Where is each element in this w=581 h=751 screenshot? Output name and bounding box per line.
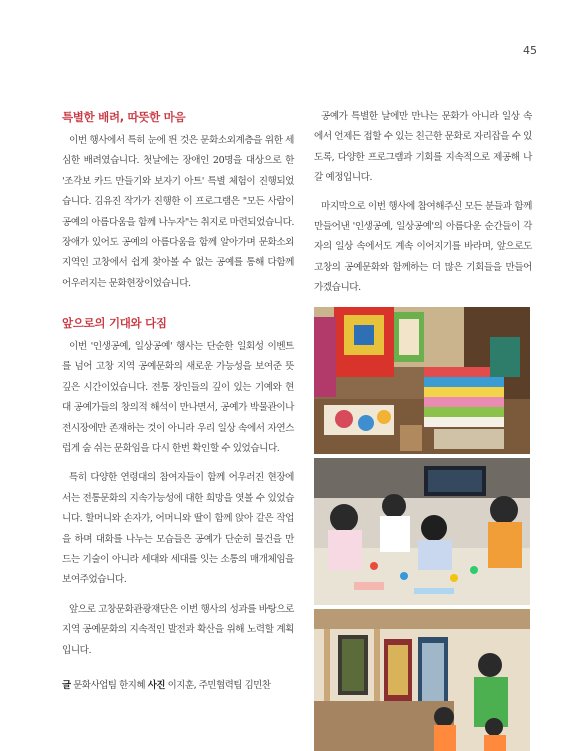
page-number: 45 (523, 44, 537, 57)
bojagi-exhibition-photo (314, 609, 530, 751)
credit-writer: 문화사업팀 한지혜 (73, 680, 146, 691)
right-column (314, 107, 532, 299)
credit-writer-label: 글 (62, 680, 71, 691)
section-special-care (62, 109, 294, 294)
workshop-participants-photo (314, 458, 530, 605)
section-heading: 앞으로의 기대와 다짐 (62, 316, 167, 330)
body-paragraph: 마지막으로 이번 행사에 참여해주신 모든 분들과 함께 만들어낸 '인생공예, 일상공예'의 아름다운 순간들이 각자의 일상 속에서도 계속 이어지기를 바라며, 앞으로도 고창의 공예문화와 함께하는 더 많은 기회들을 만들어가겠습니다. (314, 200, 532, 294)
credit-photographers: 이지훈, 주민협력팀 김민찬 (167, 680, 271, 691)
body-paragraph: 이번 '인생공예, 일상공예' 행사는 단순한 일회성 이벤트를 넘어 고창 지역 공예문화의 새로운 가능성을 보여준 뜻깊은 시간이었습니다. 전통 장인들의 깊이 있는 기예와 현대 공예가들의 창의적 해석이 만나면서, 공예가 박물관이나 전시장에만 존재하는 것이 아니라 우리 일상 속에서 자연스럽게 숨 쉬는 문화임을 다시 한번 확인할 수 있었습니다. (62, 341, 294, 455)
body-paragraph: 앞으로 고창문화관광재단은 이번 행사의 성과를 바탕으로 지역 공예문화의 지속적인 발전과 확산을 위해 노력할 계획입니다. (62, 603, 294, 656)
craft-display-photo (314, 307, 530, 454)
credit-photo-label: 사진 (147, 680, 166, 691)
body-paragraph: 공예가 특별한 날에만 만나는 문화가 아니라 일상 속에서 언제든 접할 수 있는 친근한 문화로 자리잡을 수 있도록, 다양한 프로그램과 기회를 지속적으로 제공해 나갈 예정입니다. (314, 111, 532, 184)
article-credit (62, 677, 302, 691)
body-paragraph: 이번 행사에서 특히 눈에 띈 것은 문화소외계층을 위한 세심한 배려였습니다. 첫날에는 장애인 20명을 대상으로 한 '조각보 카드 만들기와 보자기 아트' 특별 체험이 진행되었습니다. 김유진 작가가 진행한 이 프로그램은 "모든 사람이 공예의 아름다움을 함께 나누자"는 취지로 마련되었습니다. 장애가 있어도 공예의 아름다움을 함께 알아가며 문화소외지역인 고창에서 쉽게 찾아볼 수 없는 공예를 통해 다함께 어우러지는 문화현장이었습니다. (62, 135, 294, 289)
section-expectations (62, 315, 294, 661)
body-paragraph: 특히 다양한 연령대의 참여자들이 함께 어우러진 현장에서는 전통문화의 지속가능성에 대한 희망을 엿볼 수 있었습니다. 할머니와 손자가, 어머니와 딸이 함께 앉아 같은 작업을 하며 대화를 나누는 모습들은 공예가 단순히 물건을 만드는 기술이 아니라 세대와 세대를 잇는 소통의 매개체임을 보여주었습니다. (62, 472, 294, 586)
left-column (62, 109, 294, 691)
section-heading: 특별한 배려, 따뜻한 마음 (62, 110, 186, 124)
